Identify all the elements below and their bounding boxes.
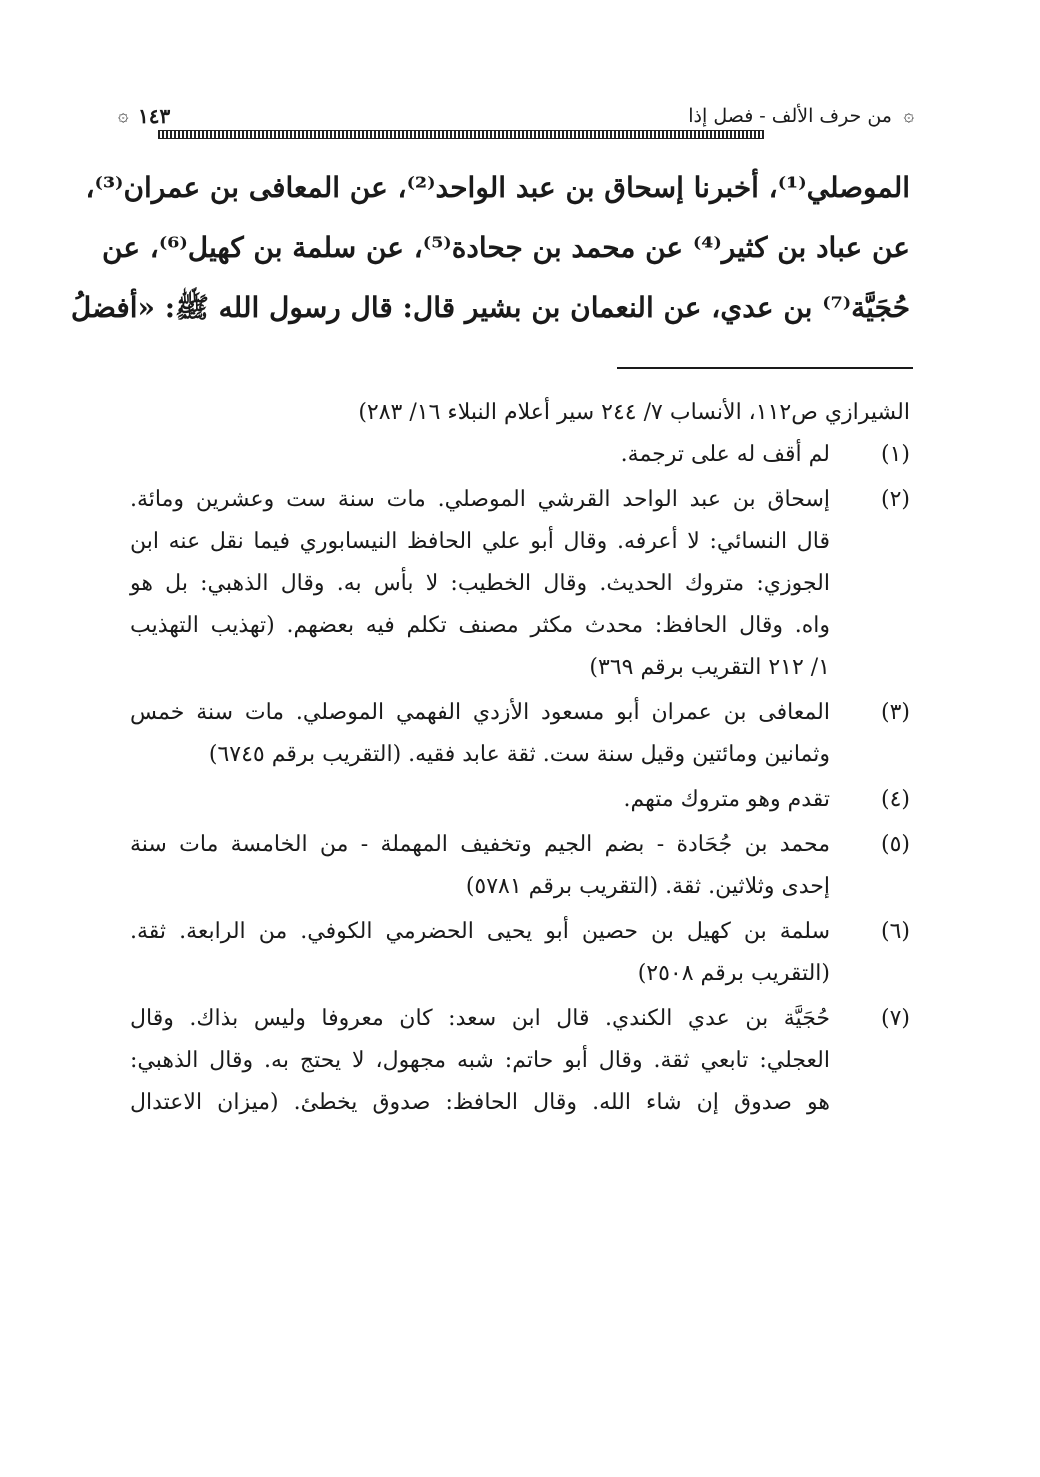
footnote-line: هو صدوق إن شاء الله. وقال الحافظ: صدوق يخطئ. (ميزان الاعتدال — [130, 1090, 830, 1115]
main-text-line: حُجَيَّة⁽⁷⁾ بن عدي، عن النعمان بن بشير قال: قال رسول الله ﷺ: «أفضلُ — [70, 291, 910, 324]
footnote-number: (٢) — [880, 487, 910, 512]
header-ornament-left: ۞ — [118, 105, 129, 126]
footnote-line: محمد بن جُحَادة - بضم الجيم وتخفيف المهملة - من الخامسة مات سنة — [130, 832, 830, 857]
footnote-4 — [130, 779, 910, 821]
header-decorative-rule — [158, 130, 764, 139]
footnote-line: واه. وقال الحافظ: محدث مكثر مصنف تكلم فيه بعضهم. (تهذيب التهذيب — [130, 613, 830, 638]
footnote-line: المعافى بن عمران أبو مسعود الأزدي الفهمي الموصلي. مات سنة خمس — [130, 700, 830, 725]
main-text-line: الموصلي⁽¹⁾، أخبرنا إسحاق بن عبد الواحد⁽²⁾، عن المعافى بن عمران⁽³⁾، — [85, 171, 910, 204]
header-title: من حرف الألف - فصل إذا — [688, 105, 892, 127]
footnote-6 — [130, 911, 910, 995]
main-text-line: عن عباد بن كثير⁽⁴⁾ عن محمد بن جحادة⁽⁵⁾، عن سلمة بن كهيل⁽⁶⁾، عن — [102, 231, 910, 264]
footnote-number: (١) — [880, 442, 910, 467]
footnote-3 — [130, 692, 910, 776]
footnote-number: (٤) — [880, 787, 910, 812]
footnote-number: (٧) — [880, 1006, 910, 1031]
footnote-line: وثمانين ومائتين وقيل سنة ست. ثقة عابد فقيه. (التقريب برقم ٦٧٤٥) — [208, 742, 830, 767]
footnote-line: (التقريب برقم ٢٥٠٨) — [637, 961, 830, 986]
footnote-line: تقدم وهو متروك متهم. — [623, 787, 830, 812]
footnote-line: ١/ ٢١٢ التقريب برقم ٣٦٩) — [589, 655, 830, 680]
main-text — [70, 158, 910, 338]
footnote-7 — [130, 998, 910, 1124]
footnote-line: حُجَيَّة بن عدي الكندي. قال ابن سعد: كان معروفا وليس بذاك. وقال — [130, 1006, 830, 1031]
footnote-line: العجلي: تابعي ثقة. وقال أبو حاتم: شبه مجهول، لا يحتج به. وقال الذهبي: — [130, 1048, 830, 1073]
footnote-number: (٦) — [880, 919, 910, 944]
footnote-line: لم أقف له على ترجمة. — [620, 442, 830, 467]
footnote-line: الجوزي: متروك الحديث. وقال الخطيب: لا بأس به. وقال الذهبي: بل هو — [130, 571, 830, 596]
footnote-number: (٥) — [880, 832, 910, 857]
footnote-separator — [617, 367, 913, 369]
footnote-1 — [130, 434, 910, 476]
footnote-continuation: الشيرازي ص١١٢، الأنساب ٧/ ٢٤٤ سير أعلام النبلاء ١٦/ ٢٨٣) — [358, 400, 910, 425]
running-header — [118, 96, 914, 142]
footnotes — [130, 392, 910, 1127]
footnote-line: إحدى وثلاثين. ثقة. (التقريب برقم ٥٧٨١) — [465, 874, 830, 899]
footnote-line: سلمة بن كهيل بن حصين أبو يحيى الحضرمي الكوفي. من الرابعة. ثقة. — [130, 919, 830, 944]
footnote-number: (٣) — [880, 700, 910, 725]
footnote-5 — [130, 824, 910, 908]
page-number: ١٤٣ — [138, 104, 171, 128]
header-ornament-right: ۞ — [903, 105, 914, 126]
footnote-line: إسحاق بن عبد الواحد القرشي الموصلي. مات سنة ست وعشرين ومائة. — [130, 487, 830, 512]
footnote-line: قال النسائي: لا أعرفه. وقال أبو علي الحافظ النيسابوري فيما نقل عنه ابن — [130, 529, 830, 554]
footnote-2 — [130, 479, 910, 689]
